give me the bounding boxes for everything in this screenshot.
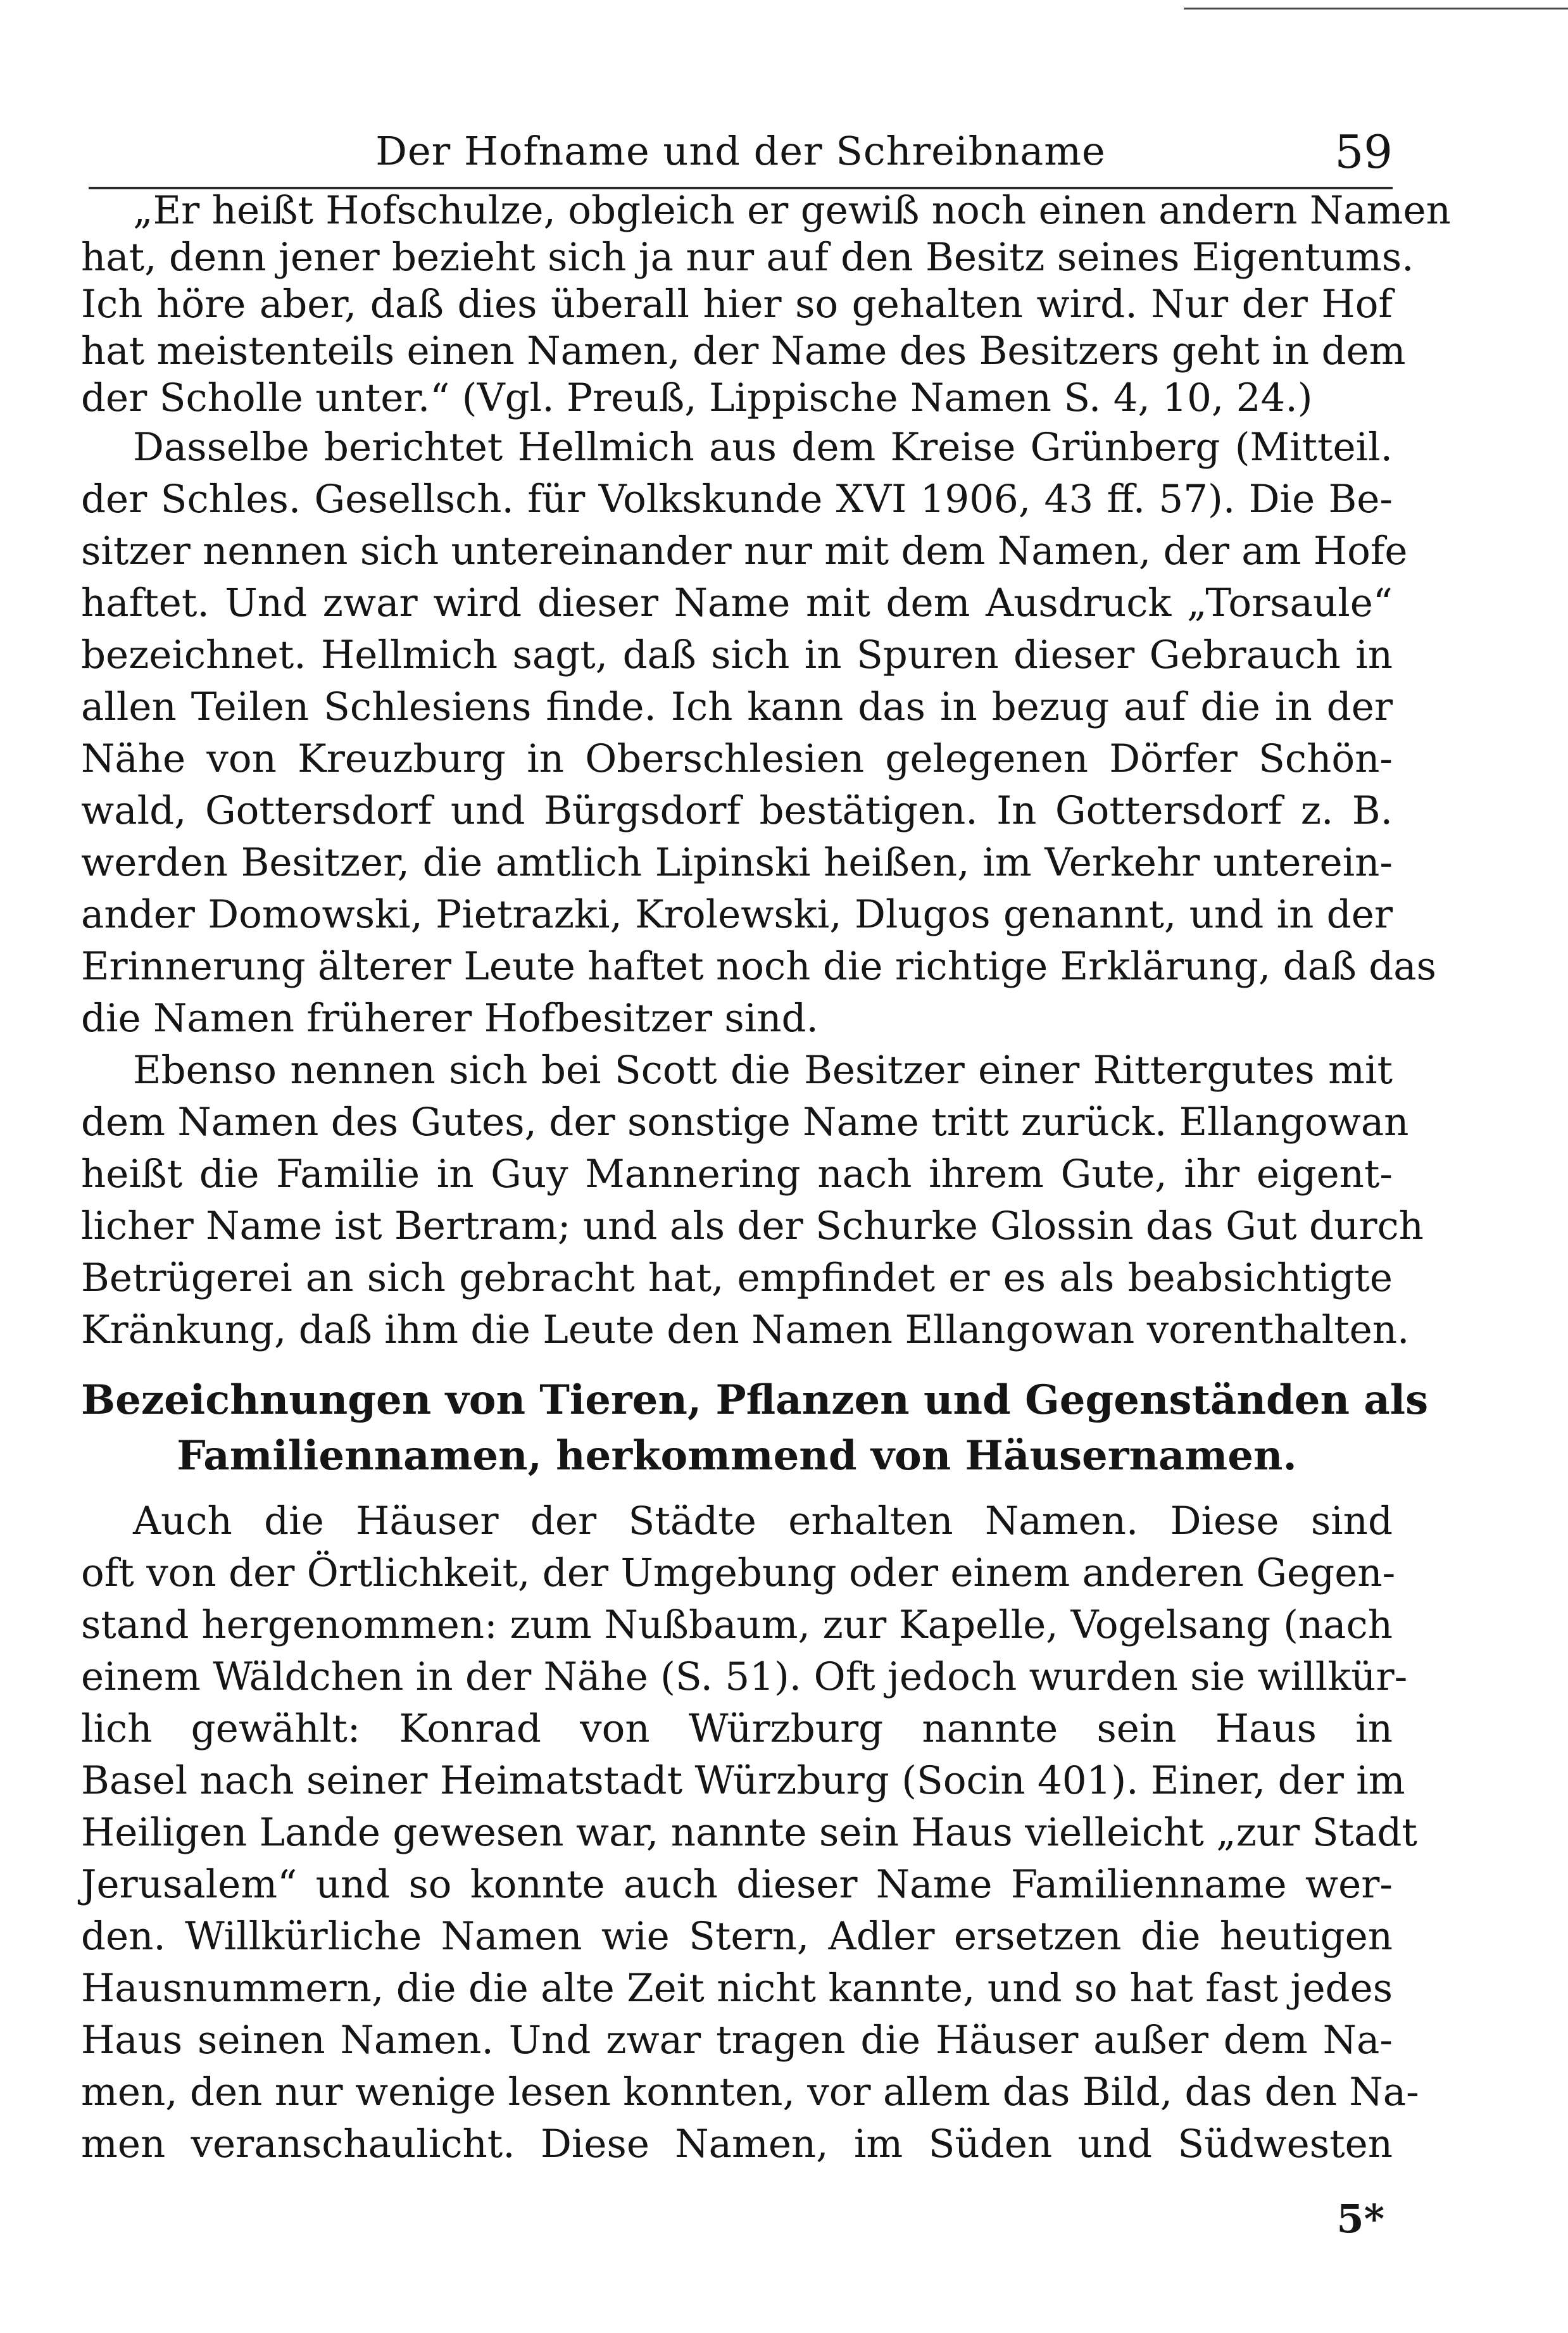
text-line: Erinnerung älterer Leute haftet noch die richtige Erklärung, daß das	[81, 944, 1436, 989]
running-title: Der Hofname und der Schreibname	[375, 128, 1106, 174]
text-line: Ebenso nennen sich bei Scott die Besitzer einer Rittergutes mit	[133, 1048, 1393, 1093]
text-line: licher Name ist Bertram; und als der Schurke Glossin das Gut durch	[81, 1204, 1424, 1248]
page-number: 59	[1334, 125, 1393, 179]
text-line: der Scholle unter.“ (Vgl. Preuß, Lippische Namen S. 4, 10, 24.)	[81, 375, 1313, 420]
text-line: den. Willkürliche Namen wie Stern, Adler ersetzen die heutigen	[81, 1914, 1393, 1959]
text-line: men veranschaulicht. Diese Namen, im Süden und Südwesten	[81, 2122, 1393, 2166]
text-line: sitzer nennen sich untereinander nur mit dem Namen, der am Hofe	[81, 529, 1408, 574]
text-line: Betrügerei an sich gebracht hat, empfindet er es als beabsichtigte	[81, 1255, 1393, 1300]
body-text-lower	[81, 1495, 1419, 2170]
paragraph-haeuser	[81, 1495, 1419, 2170]
paragraph-hellmich	[81, 422, 1436, 1045]
section-heading	[81, 1373, 1429, 1484]
text-line: Heiligen Lande gewesen war, nannte sein Haus vielleicht „zur Stadt	[81, 1810, 1417, 1855]
text-line: bezeichnet. Hellmich sagt, daß sich in Spuren dieser Gebrauch in	[81, 632, 1393, 677]
text-line: heißt die Familie in Guy Mannering nach ihrem Gute, ihr eigent-	[81, 1152, 1393, 1197]
paragraph-quote	[81, 187, 1451, 422]
text-line: oft von der Örtlichkeit, der Umgebung oder einem anderen Gegen-	[81, 1550, 1396, 1595]
heading-line: Bezeichnungen von Tieren, Pflanzen und Gegenständen als	[81, 1376, 1429, 1424]
signature-mark: 5*	[1336, 2196, 1384, 2242]
text-line: Auch die Häuser der Städte erhalten Namen. Diese sind	[133, 1499, 1393, 1544]
body-text-upper	[81, 187, 1451, 1356]
text-line: Jerusalem“ und so konnte auch dieser Name Familienname wer-	[81, 1862, 1393, 1907]
text-line: lich gewählt: Konrad von Würzburg nannte sein Haus in	[81, 1706, 1393, 1751]
text-line: dem Namen des Gutes, der sonstige Name tritt zurück. Ellangowan	[81, 1100, 1409, 1145]
running-header	[89, 108, 1393, 189]
top-edge-rule	[1184, 8, 1568, 9]
text-line: allen Teilen Schlesiens finde. Ich kann das in bezug auf die in der	[81, 684, 1393, 729]
text-line: einem Wäldchen in der Nähe (S. 51). Oft jedoch wurden sie willkür-	[81, 1654, 1408, 1699]
text-line: men, den nur wenige lesen konnten, vor allem das Bild, das den Na-	[81, 2070, 1419, 2115]
text-line: hat, denn jener bezieht sich ja nur auf den Besitz seines Eigentums.	[81, 235, 1414, 280]
text-line: wald, Gottersdorf und Bürgsdorf bestätigen. In Gottersdorf z. B.	[81, 788, 1393, 833]
text-line: Nähe von Kreuzburg in Oberschlesien gelegenen Dörfer Schön-	[81, 736, 1393, 781]
text-line: der Schles. Gesellsch. für Volkskunde XVI 1906, 43 ff. 57). Die Be-	[81, 477, 1393, 522]
text-line: werden Besitzer, die amtlich Lipinski heißen, im Verkehr unterein-	[81, 840, 1393, 885]
text-line: die Namen früherer Hofbesitzer sind.	[81, 996, 818, 1041]
text-line: haftet. Und zwar wird dieser Name mit dem Ausdruck „Torsaule“	[81, 581, 1393, 626]
text-line: Haus seinen Namen. Und zwar tragen die Häuser außer dem Na-	[81, 2018, 1393, 2063]
heading-line: Familiennamen, herkommend von Häusernamen.	[177, 1432, 1297, 1480]
text-line: Kränkung, daß ihm die Leute den Namen Ellangowan vorenthalten.	[81, 1307, 1410, 1352]
text-line: „Er heißt Hofschulze, obgleich er gewiß noch einen andern Namen	[133, 188, 1451, 233]
paragraph-scott	[81, 1045, 1424, 1356]
text-line: Dasselbe berichtet Hellmich aus dem Kreise Grünberg (Mitteil.	[133, 425, 1393, 470]
text-line: Basel nach seiner Heimatstadt Würzburg (Socin 401). Einer, der im	[81, 1758, 1405, 1803]
text-line: ander Domowski, Pietrazki, Krolewski, Dlugos genannt, und in der	[81, 892, 1393, 937]
text-line: stand hergenommen: zum Nußbaum, zur Kapelle, Vogelsang (nach	[81, 1602, 1393, 1647]
text-line: hat meistenteils einen Namen, der Name des Besitzers geht in dem	[81, 329, 1406, 374]
text-line: Hausnummern, die die alte Zeit nicht kannte, und so hat fast jedes	[81, 1966, 1393, 2011]
text-line: Ich höre aber, daß dies überall hier so gehalten wird. Nur der Hof	[81, 282, 1393, 327]
